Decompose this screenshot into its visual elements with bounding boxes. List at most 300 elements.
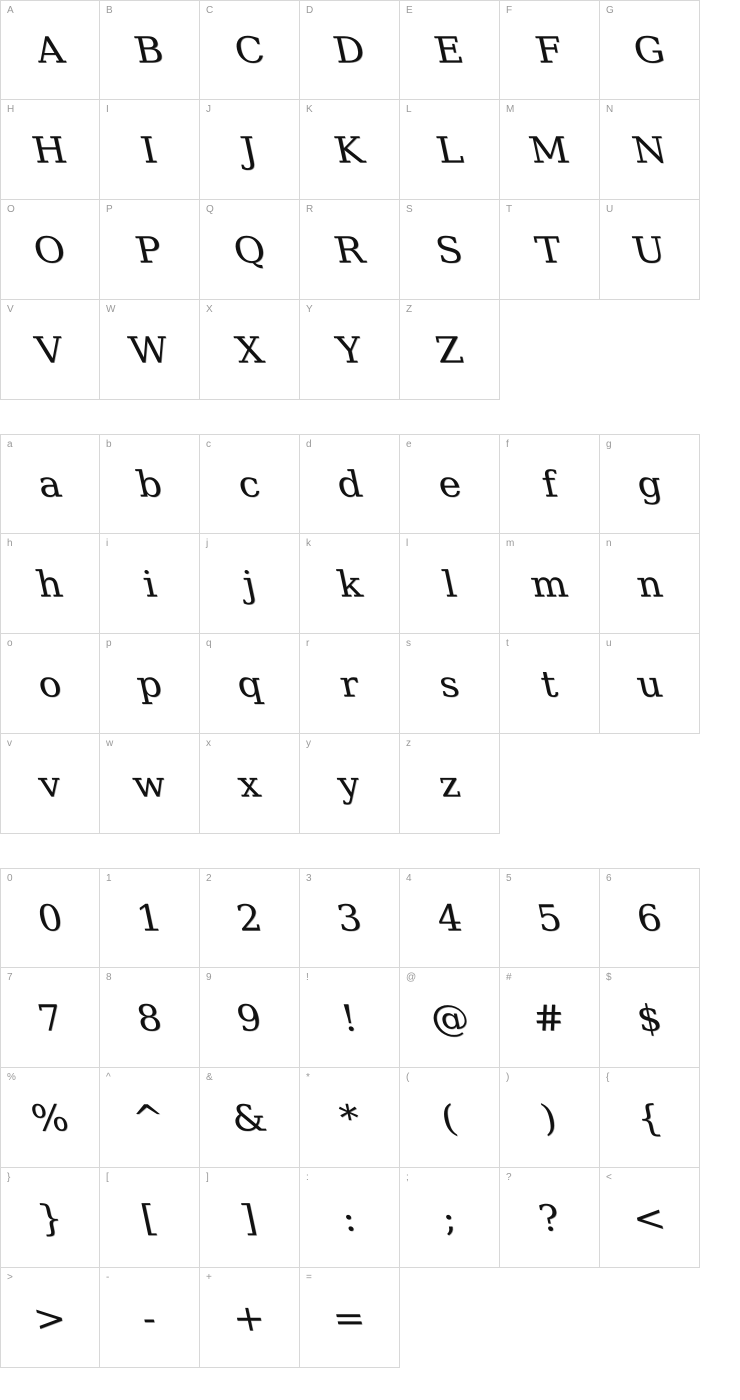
glyph-sample (600, 231, 699, 271)
glyph-cell[interactable] (0, 434, 100, 534)
glyph-code-label: # (506, 972, 512, 983)
glyph-sample (600, 32, 699, 72)
glyph-code-label: 4 (406, 873, 412, 884)
glyph-sample (1, 1199, 99, 1239)
glyph-code-label: n (606, 538, 612, 549)
glyph-sample-text: + (229, 1298, 270, 1340)
glyph-sample (300, 131, 399, 171)
glyph-cell[interactable] (400, 300, 500, 400)
glyph-sample-text: * (335, 1098, 364, 1140)
glyph-cell[interactable] (200, 434, 300, 534)
glyph-sample-text: q (232, 664, 266, 706)
glyph-code-label: u (606, 638, 612, 649)
glyph-cell[interactable] (600, 868, 700, 968)
glyph-code-label: Z (406, 304, 413, 315)
glyph-sample (300, 1299, 399, 1339)
glyph-row (0, 734, 740, 834)
glyph-code-label: 7 (7, 972, 13, 983)
glyph-cell[interactable] (300, 1068, 400, 1168)
glyph-cell[interactable] (300, 634, 400, 734)
glyph-code-label: e (406, 439, 412, 450)
glyph-cell[interactable] (0, 868, 100, 968)
glyph-cell[interactable] (600, 0, 700, 100)
glyph-sample (500, 32, 599, 72)
glyph-sample-text: l (438, 564, 460, 606)
glyph-sample-text: V (31, 330, 68, 372)
glyph-sample (400, 999, 499, 1039)
glyph-sample (500, 466, 599, 506)
glyph-cell[interactable] (100, 534, 200, 634)
glyph-cell[interactable] (500, 534, 600, 634)
glyph-cell[interactable] (0, 1268, 100, 1368)
glyph-code-label: b (106, 439, 112, 450)
glyph-cell[interactable] (200, 0, 300, 100)
glyph-code-label: Q (206, 204, 214, 215)
glyph-sample-text: ] (237, 1198, 262, 1240)
glyph-sample (200, 999, 299, 1039)
glyph-cell[interactable] (600, 534, 700, 634)
glyph-code-label: j (206, 538, 209, 549)
glyph-sample (300, 331, 399, 371)
glyph-row (0, 968, 740, 1068)
glyph-sample (400, 565, 499, 605)
glyph-sample (1, 331, 99, 371)
glyph-code-label: V (7, 304, 14, 315)
glyph-cell[interactable] (100, 0, 200, 100)
glyph-cell[interactable] (200, 1168, 300, 1268)
glyph-sample (100, 1299, 199, 1339)
glyph-cell[interactable] (500, 100, 600, 200)
glyph-code-label: T (506, 204, 513, 215)
glyph-cell[interactable] (500, 634, 600, 734)
glyph-cell[interactable] (400, 1168, 500, 1268)
glyph-sample-text: 5 (533, 898, 566, 940)
glyph-sample (300, 231, 399, 271)
glyph-sample-text: a (34, 464, 66, 506)
glyph-cell[interactable] (600, 200, 700, 300)
glyph-sample-text: J (237, 130, 262, 172)
glyph-code-label: ) (506, 1072, 510, 1083)
glyph-sample (200, 131, 299, 171)
glyph-sample (500, 131, 599, 171)
glyph-sample-text: o (34, 664, 66, 706)
glyph-code-label: O (7, 204, 15, 215)
glyph-cell[interactable] (300, 968, 400, 1068)
glyph-code-label: @ (406, 972, 417, 983)
glyph-sample-text: w (128, 764, 170, 806)
glyph-sample (200, 765, 299, 805)
glyph-code-label: 0 (7, 873, 13, 884)
glyph-sample (400, 665, 499, 705)
glyph-sample (600, 565, 699, 605)
glyph-sample-text: ^ (129, 1098, 170, 1140)
glyph-row (0, 300, 740, 400)
glyph-cell[interactable] (500, 0, 600, 100)
glyph-cell[interactable] (200, 1068, 300, 1168)
glyph-sample-text: v (34, 764, 65, 806)
glyph-row (0, 0, 740, 100)
charmap-section-uppercase (0, 0, 740, 400)
glyph-sample-text: m (527, 564, 572, 606)
glyph-code-label: ; (406, 1172, 409, 1183)
glyph-sample (600, 999, 699, 1039)
glyph-sample-text: 0 (33, 898, 67, 940)
glyph-code-label: w (106, 738, 114, 749)
glyph-code-label: % (7, 1072, 16, 1083)
glyph-sample (100, 665, 199, 705)
glyph-cell[interactable] (0, 634, 100, 734)
glyph-sample-text: : (338, 1198, 361, 1240)
glyph-cell[interactable] (300, 1268, 400, 1368)
glyph-sample (100, 466, 199, 506)
glyph-sample (100, 32, 199, 72)
glyph-sample (400, 331, 499, 371)
glyph-sample-text: - (138, 1298, 161, 1340)
glyph-cell[interactable] (100, 1168, 200, 1268)
glyph-sample (500, 999, 599, 1039)
glyph-sample-text: x (234, 764, 265, 806)
glyph-sample (100, 331, 199, 371)
glyph-sample-text: t (537, 664, 562, 706)
glyph-code-label: P (106, 204, 113, 215)
glyph-cell[interactable] (300, 200, 400, 300)
glyph-cell[interactable] (500, 1168, 600, 1268)
glyph-sample (200, 466, 299, 506)
glyph-sample (600, 665, 699, 705)
glyph-cell[interactable] (300, 534, 400, 634)
glyph-code-label: a (7, 439, 13, 450)
glyph-sample (300, 665, 399, 705)
glyph-sample-text: @ (426, 998, 473, 1040)
glyph-cell[interactable] (400, 534, 500, 634)
glyph-sample-text: ? (534, 1198, 564, 1240)
glyph-cell[interactable] (500, 868, 600, 968)
glyph-sample-text: k (333, 564, 366, 606)
glyph-row (0, 534, 740, 634)
glyph-code-label: q (206, 638, 212, 649)
glyph-code-label: C (206, 5, 214, 16)
glyph-sample (400, 131, 499, 171)
glyph-sample (500, 231, 599, 271)
glyph-sample (400, 765, 499, 805)
glyph-sample (100, 999, 199, 1039)
glyph-cell[interactable] (200, 100, 300, 200)
glyph-sample (1, 1299, 99, 1339)
glyph-cell[interactable] (400, 1068, 500, 1168)
glyph-cell[interactable] (0, 300, 100, 400)
glyph-sample (100, 765, 199, 805)
glyph-cell[interactable] (200, 968, 300, 1068)
glyph-cell[interactable] (400, 100, 500, 200)
glyph-sample (1, 565, 99, 605)
glyph-code-label: R (306, 204, 314, 215)
glyph-cell[interactable] (100, 634, 200, 734)
glyph-cell[interactable] (200, 1268, 300, 1368)
glyph-row (0, 634, 740, 734)
glyph-sample-text: z (435, 764, 464, 806)
glyph-code-label: [ (106, 1172, 109, 1183)
glyph-sample-text: U (629, 230, 670, 272)
glyph-sample (300, 1099, 399, 1139)
glyph-code-label: ! (306, 972, 309, 983)
glyph-code-label: < (606, 1172, 612, 1183)
glyph-sample (100, 131, 199, 171)
glyph-code-label: F (506, 5, 513, 16)
glyph-code-label: 6 (606, 873, 612, 884)
glyph-code-label: B (106, 5, 113, 16)
glyph-sample-text: G (629, 30, 669, 72)
glyph-sample (100, 900, 199, 940)
glyph-sample (500, 1099, 599, 1139)
glyph-code-label: x (206, 738, 211, 749)
glyph-sample-text: = (329, 1298, 370, 1340)
glyph-code-label: H (7, 104, 15, 115)
glyph-cell[interactable] (500, 968, 600, 1068)
glyph-sample (500, 565, 599, 605)
glyph-row (0, 1268, 740, 1368)
glyph-cell[interactable] (0, 100, 100, 200)
glyph-sample-text: 2 (233, 898, 266, 940)
glyph-code-label: = (306, 1272, 312, 1283)
glyph-sample-text: h (33, 564, 67, 606)
glyph-code-label: } (7, 1172, 11, 1183)
glyph-code-label: o (7, 638, 13, 649)
glyph-code-label: M (506, 104, 515, 115)
glyph-sample-text: E (431, 30, 468, 72)
glyph-code-label: l (406, 538, 409, 549)
glyph-sample (500, 665, 599, 705)
glyph-sample (400, 466, 499, 506)
glyph-sample-text: % (27, 1098, 73, 1140)
glyph-code-label: 8 (106, 972, 112, 983)
glyph-cell[interactable] (100, 100, 200, 200)
glyph-cell[interactable] (100, 1268, 200, 1368)
glyph-code-label: $ (606, 972, 612, 983)
glyph-cell[interactable] (300, 0, 400, 100)
glyph-code-label: ? (506, 1172, 512, 1183)
glyph-cell[interactable] (400, 0, 500, 100)
glyph-code-label: N (606, 104, 614, 115)
glyph-cell[interactable] (100, 968, 200, 1068)
glyph-sample-text: s (435, 664, 464, 706)
glyph-code-label: 3 (306, 873, 312, 884)
glyph-sample (200, 1299, 299, 1339)
glyph-code-label: 1 (106, 873, 112, 884)
glyph-sample-text: C (230, 30, 269, 72)
glyph-sample-text: r (335, 664, 363, 706)
glyph-code-label: { (606, 1072, 610, 1083)
glyph-sample (400, 231, 499, 271)
glyph-code-label: s (406, 638, 411, 649)
glyph-sample (600, 466, 699, 506)
glyph-sample (300, 1199, 399, 1239)
glyph-sample (400, 900, 499, 940)
glyph-cell[interactable] (100, 868, 200, 968)
section-divider (0, 834, 740, 868)
glyph-sample-text: Y (332, 330, 367, 372)
glyph-code-label: f (506, 439, 509, 450)
glyph-sample-text: 3 (333, 898, 366, 940)
glyph-cell[interactable] (0, 1168, 100, 1268)
glyph-sample-text: P (132, 230, 167, 272)
glyph-sample (1, 466, 99, 506)
glyph-sample-text: n (632, 564, 666, 606)
glyph-code-label: y (306, 738, 311, 749)
glyph-sample-text: y (334, 764, 365, 806)
glyph-sample-text: $ (633, 998, 666, 1040)
section-divider (0, 400, 740, 434)
glyph-cell[interactable] (400, 868, 500, 968)
glyph-cell[interactable] (100, 434, 200, 534)
glyph-sample-text: Z (431, 330, 467, 372)
glyph-cell[interactable] (400, 200, 500, 300)
glyph-row (0, 200, 740, 300)
glyph-sample-text: N (628, 130, 671, 172)
glyph-sample (600, 1099, 699, 1139)
glyph-sample-text: b (132, 464, 166, 506)
glyph-cell[interactable] (600, 100, 700, 200)
glyph-code-label: ( (406, 1072, 410, 1083)
glyph-code-label: ] (206, 1172, 209, 1183)
glyph-code-label: > (7, 1272, 13, 1283)
glyph-cell[interactable] (500, 200, 600, 300)
glyph-sample-text: & (228, 1098, 271, 1140)
glyph-cell[interactable] (600, 634, 700, 734)
glyph-cell[interactable] (0, 968, 100, 1068)
glyph-cell[interactable] (400, 734, 500, 834)
glyph-code-label: E (406, 5, 413, 16)
glyph-code-label: c (206, 439, 211, 450)
glyph-cell[interactable] (600, 968, 700, 1068)
glyph-sample-text: i (138, 564, 160, 606)
glyph-cell[interactable] (0, 0, 100, 100)
glyph-cell[interactable] (200, 734, 300, 834)
glyph-code-label: m (506, 538, 515, 549)
glyph-cell[interactable] (100, 200, 200, 300)
glyph-sample (1, 900, 99, 940)
glyph-sample (200, 565, 299, 605)
glyph-sample-text: ; (438, 1198, 461, 1240)
glyph-sample (1, 131, 99, 171)
glyph-cell[interactable] (100, 734, 200, 834)
glyph-code-label: I (106, 104, 109, 115)
glyph-sample-text: { (633, 1098, 666, 1140)
glyph-cell[interactable] (300, 100, 400, 200)
glyph-sample-text: 4 (433, 898, 466, 940)
glyph-sample (500, 900, 599, 940)
glyph-sample (100, 1099, 199, 1139)
glyph-code-label: d (306, 439, 312, 450)
glyph-code-label: v (7, 738, 12, 749)
glyph-sample-text: 8 (133, 998, 166, 1040)
glyph-cell[interactable] (200, 300, 300, 400)
glyph-cell[interactable] (400, 968, 500, 1068)
glyph-sample (1, 665, 99, 705)
glyph-sample-text: 6 (633, 898, 666, 940)
glyph-cell[interactable] (0, 534, 100, 634)
glyph-cell[interactable] (0, 734, 100, 834)
glyph-sample (200, 331, 299, 371)
glyph-cell[interactable] (300, 434, 400, 534)
glyph-sample-text: > (29, 1298, 71, 1340)
glyph-sample-text: H (29, 130, 71, 172)
glyph-sample-text: T (532, 230, 567, 272)
glyph-cell[interactable] (500, 434, 600, 534)
glyph-code-label: + (206, 1272, 212, 1283)
glyph-sample-text: [ (137, 1198, 162, 1240)
glyph-code-label: - (106, 1272, 110, 1283)
glyph-sample-text: ) (537, 1098, 562, 1140)
glyph-sample (400, 32, 499, 72)
glyph-sample (100, 565, 199, 605)
glyph-sample (200, 1099, 299, 1139)
glyph-cell[interactable] (300, 300, 400, 400)
glyph-sample (200, 665, 299, 705)
glyph-code-label: K (306, 104, 313, 115)
glyph-sample-text: p (132, 664, 166, 706)
glyph-cell[interactable] (100, 300, 200, 400)
glyph-cell[interactable] (600, 1068, 700, 1168)
glyph-code-label: t (506, 638, 509, 649)
glyph-cell[interactable] (300, 868, 400, 968)
glyph-sample-text: K (330, 130, 368, 172)
glyph-sample (600, 1199, 699, 1239)
glyph-sample (300, 466, 399, 506)
glyph-sample-text: A (31, 30, 68, 72)
glyph-cell[interactable] (0, 1068, 100, 1168)
glyph-cell[interactable] (500, 1068, 600, 1168)
glyph-sample-text: c (234, 464, 265, 506)
glyph-cell[interactable] (200, 534, 300, 634)
glyph-sample-text: # (529, 998, 570, 1040)
glyph-code-label: A (7, 5, 14, 16)
glyph-sample-text: g (632, 464, 666, 506)
glyph-cell[interactable] (400, 634, 500, 734)
glyph-sample (600, 900, 699, 940)
glyph-cell[interactable] (400, 434, 500, 534)
glyph-sample-text: e (433, 464, 465, 506)
glyph-cell[interactable] (300, 734, 400, 834)
glyph-sample (400, 1099, 499, 1139)
glyph-code-label: W (106, 304, 116, 315)
glyph-row (0, 100, 740, 200)
glyph-code-label: D (306, 5, 314, 16)
glyph-sample-text: < (629, 1198, 670, 1240)
glyph-sample (300, 765, 399, 805)
glyph-sample (400, 1199, 499, 1239)
glyph-sample-text: 9 (233, 998, 266, 1040)
glyph-sample (300, 999, 399, 1039)
glyph-code-label: J (206, 104, 211, 115)
glyph-cell[interactable] (200, 200, 300, 300)
glyph-sample (300, 565, 399, 605)
glyph-sample (1, 999, 99, 1039)
glyph-code-label: S (406, 204, 413, 215)
glyph-sample-text: M (525, 130, 574, 172)
glyph-cell[interactable] (200, 868, 300, 968)
glyph-sample (200, 32, 299, 72)
glyph-cell[interactable] (200, 634, 300, 734)
glyph-sample (500, 1199, 599, 1239)
glyph-cell[interactable] (100, 1068, 200, 1168)
glyph-sample (100, 231, 199, 271)
glyph-code-label: g (606, 439, 612, 450)
glyph-cell[interactable] (600, 434, 700, 534)
glyph-cell[interactable] (600, 1168, 700, 1268)
glyph-cell[interactable] (300, 1168, 400, 1268)
glyph-cell[interactable] (0, 200, 100, 300)
glyph-code-label: 5 (506, 873, 512, 884)
